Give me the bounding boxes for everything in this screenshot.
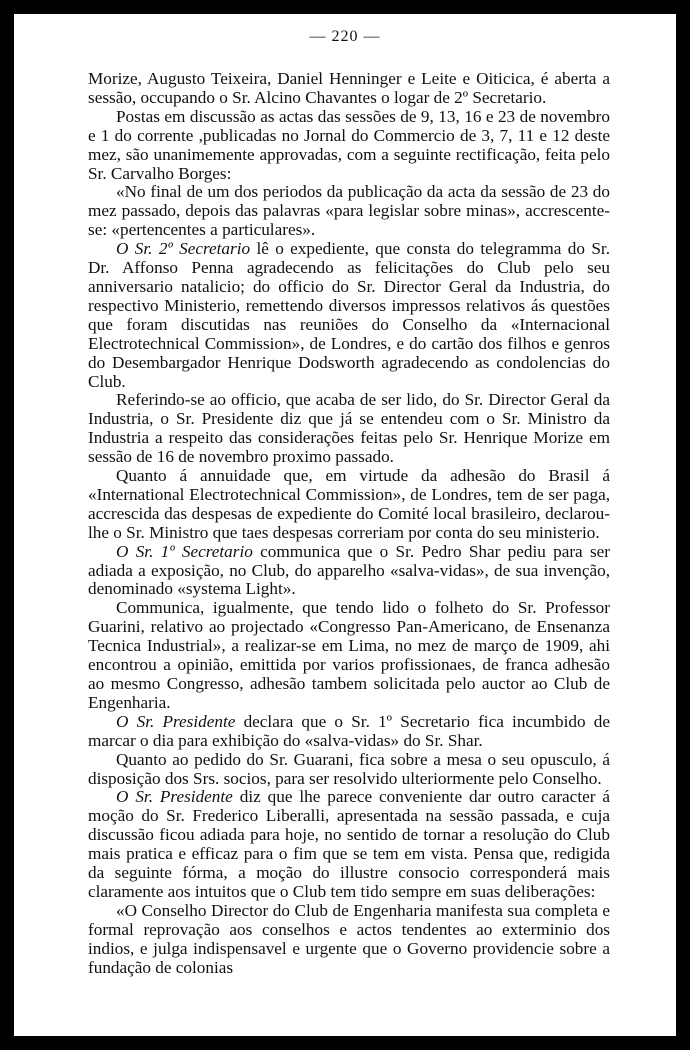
- speaker-label: O Sr. Presidente: [116, 711, 236, 731]
- paragraph-text: lê o expediente, que consta do telegramma do Sr. Dr. Affonso Penna agradecendo as felicitações do Club pelo seu anniversario natalicio; do officio do Sr. Director Geral da Industria, do respectivo Ministerio, remettendo diversos impressos relativos ás questões que foram discutidas nas reuniões do Conselho da «Internacional Electrotechnical Commission», de Londres, e do cartão dos filhos e genros do Desembargador Henrique Dodsworth agradecendo as condolencias do Club.: [88, 239, 610, 391]
- paragraph-expediente: [88, 240, 610, 391]
- paragraph-shar: [88, 543, 610, 600]
- paragraph-text: Quanto ao pedido do Sr. Guarani, fica sobre a mesa o seu opusculo, á disposição dos Srs. socios, para ser resolvido ulteriormente pelo Conselho.: [88, 749, 610, 788]
- paragraph-text: Referindo-se ao officio, que acaba de ser lido, do Sr. Director Geral da Industria, o Sr. Presidente diz que já se entendeu com o Sr. Ministro da Industria a respeito das considerações feitas pelo Sr. Henrique Morize em sessão de 16 de novembro proximo passado.: [88, 390, 610, 467]
- paragraph-text: Quanto á annuidade que, em virtude da adhesão do Brasil á «International Electrotechnical Commission», de Londres, tem de ser paga, accrescida das despesas de expediente do Comité local brasileiro, declarou-lhe o Sr. Ministro que taes despesas correriam por conta do seu ministerio.: [88, 466, 610, 542]
- paragraph-presidente-salva-vidas: [88, 713, 610, 751]
- paragraph-text: Morize, Augusto Teixeira, Daniel Henninger e Leite e Oiticica, é aberta a sessão, occupando o Sr. Alcino Chavantes o logar de 2º Secretario.: [88, 69, 610, 107]
- paragraph-text: declara que o Sr. 1º Secretario fica incumbido de marcar o dia para exhibição do «salva-vidas» do Sr. Shar.: [88, 711, 610, 750]
- paragraph-text: communica que o Sr. Pedro Shar pediu para ser adiada a exposição, no Club, do apparelho «salva-vidas», de sua invenção, denominado «systema Light».: [88, 541, 611, 599]
- paragraph-rectificacao-quote: [88, 183, 610, 240]
- paragraph-mocao-quote: [88, 902, 610, 978]
- paragraph-guarini: [88, 599, 610, 712]
- paragraph-continuation: [88, 70, 610, 108]
- paragraph-officio: [88, 391, 610, 467]
- speaker-label: O Sr. 2º Secretario: [116, 239, 251, 259]
- paragraph-mocao: [88, 788, 610, 901]
- paragraph-annuidade: [88, 467, 610, 543]
- document-page: [14, 14, 676, 1036]
- paragraph-text: Postas em discussão as actas das sessões de 9, 13, 16 e 23 de novembro e 1 do corrente ,publicadas no Jornal do Commercio de 3, 7, 11 e 12 deste mez, são unanimemente approvadas, com a seguinte rectificação, feita pelo Sr. Carvalho Borges:: [88, 106, 610, 183]
- body-text: [88, 70, 610, 978]
- paragraph-text: «No final de um dos periodos da publicação da acta da sessão de 23 do mez passado, depois das palavras «para legislar sobre minas», accrescente-se: «pertencentes a particulares».: [88, 182, 610, 240]
- speaker-label: O Sr. 1º Secretario: [116, 541, 253, 561]
- paragraph-text: «O Conselho Director do Club de Engenharia manifesta sua completa e formal reprovação aos conselhos e actos tendentes ao exterminio dos indios, e julga indispensavel e urgente que o Governo providencie sobre a fundação de colonias: [88, 900, 610, 977]
- paragraph-opusculo: [88, 751, 610, 789]
- paragraph-text: Communica, igualmente, que tendo lido o folheto do Sr. Professor Guarini, relativo ao projectado «Congresso Pan-Americano, de Ensenanza Tecnica Industrial», a realizar-se em Lima, no mez de março de 1909, ahi encontrou a opinião, emittida por varios profissionaes, de franca adhesão ao mesmo Congresso, adhesão tambem solicitada pelo auctor ao Club de Engenharia.: [88, 598, 610, 712]
- paragraph-text: diz que lhe parece conveniente dar outro caracter á moção do Sr. Frederico Liberalli, apresentada na sessão passada, e cuja discussão ficou adiada para hoje, no sentido de tornar a resolução do Club mais pratica e efficaz para o fim que se tem em vista. Pensa que, redigida da seguinte fórma, a moção do illustre consocio corresponderá mais claramente aos intuitos que o Club tem tido sempre em suas deliberações:: [88, 787, 610, 901]
- page-number: — 220 —: [309, 28, 381, 45]
- paragraph-actas: [88, 108, 610, 184]
- speaker-label: O Sr. Presidente: [116, 787, 233, 807]
